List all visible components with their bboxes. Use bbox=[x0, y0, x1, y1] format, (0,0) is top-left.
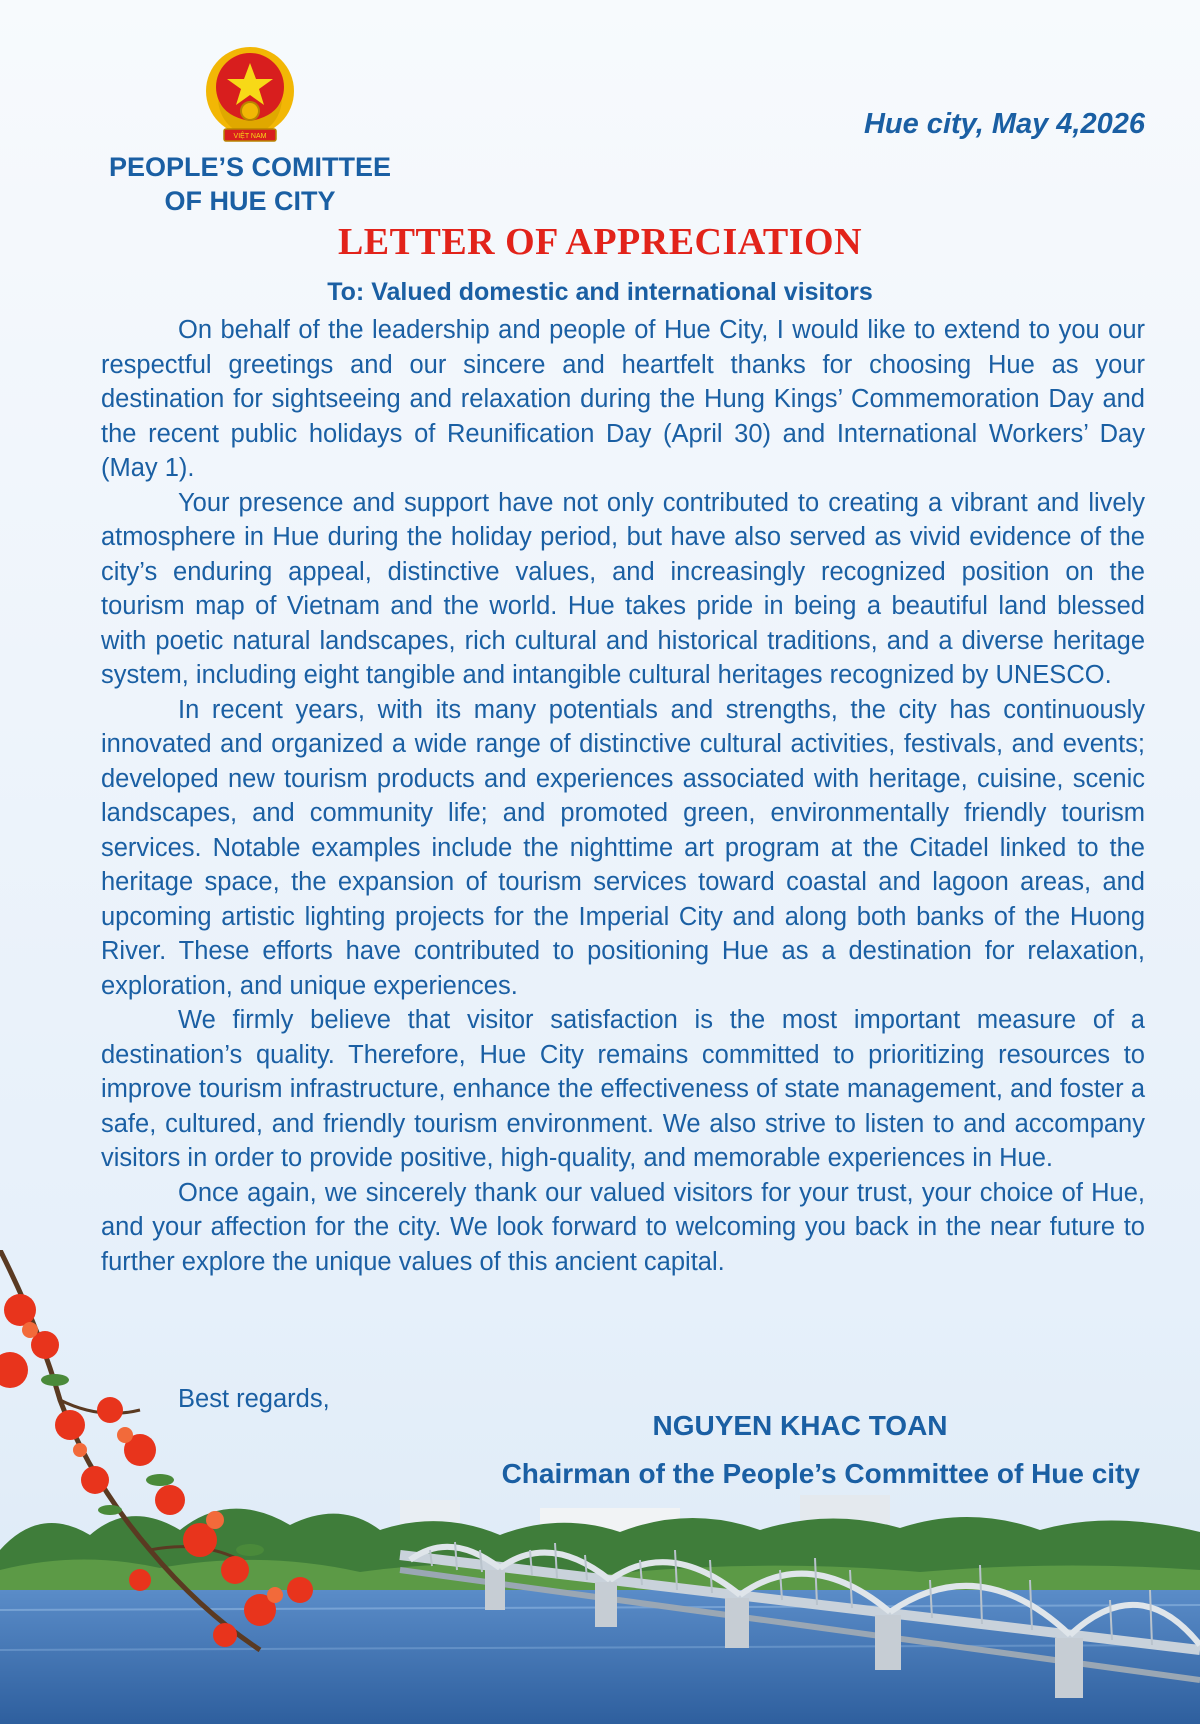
emblem-text: VIỆT NAM bbox=[233, 133, 267, 140]
paragraph-5: Once again, we sincerely thank our valued visitors for your trust, your choice of Hue, and your affection for the city. We look forward to welcoming you back in the near future to further explore the unique values of this ancient capital. bbox=[101, 1178, 1145, 1276]
paragraph-3: In recent years, with its many potentials and strengths, the city has continuously innovated and organized a wide range of distinctive cultural activities, festivals, and events; developed new tourism products and experiences associated with heritage, cuisine, scenic landscapes, and community life; and promoted green, environmentally friendly tourism services. Notable examples include the nighttime art program at the Citadel linked to the heritage space, the expansion of tourism services toward coastal and lagoon areas, and upcoming artistic lighting projects for the Imperial City and along both banks of the Huong River. These efforts have contributed to positioning Hue as a destination for relaxation, exploration, and unique experiences. bbox=[101, 695, 1145, 1000]
letter-title: LETTER OF APPRECIATION bbox=[337, 221, 863, 263]
signer-title: Chairman of the People’s Committee of Hue city bbox=[501, 1458, 1140, 1489]
org-line-1: PEOPLE’S COMITTEE bbox=[108, 152, 392, 182]
paragraph-1: On behalf of the leadership and people of Hue City, I would like to extend to you our respectful greetings and our sincere and heartfelt thanks for choosing Hue as your destination for sightseeing and relaxation during the Hung Kings’ Commemoration Day and the recent public holidays of Reunification Day (April 30) and International Workers’ Day (May 1). bbox=[101, 316, 1145, 482]
signer-name: NGUYEN KHAC TOAN bbox=[652, 1410, 948, 1441]
letter-body bbox=[101, 313, 1145, 1279]
org-line-2: OF HUE CITY bbox=[164, 186, 336, 216]
national-emblem-icon bbox=[200, 45, 300, 145]
letter-date: Hue city, May 4,2026 bbox=[863, 108, 1145, 140]
paragraph-2: Your presence and support have not only contributed to creating a vibrant and lively atmosphere in Hue during the holiday period, but have also served as vivid evidence of the city’s enduring appeal, distinctive values, and increasingly recognized position on the tourism map of Vietnam and the world. Hue takes pride in being a beautiful land blessed with poetic natural landscapes, rich cultural and historical traditions, and a diverse heritage system, including eight tangible and intangible cultural heritages recognized by UNESCO. bbox=[101, 488, 1145, 689]
closing-phrase: Best regards, bbox=[178, 1385, 330, 1413]
issuing-organization bbox=[80, 150, 420, 218]
letter-recipient: To: Valued domestic and international visitors bbox=[327, 278, 873, 306]
paragraph-4: We firmly believe that visitor satisfaction is the most important measure of a destination’s quality. Therefore, Hue City remains committed to prioritizing resources to improve tourism infrastructure, enhance the effectiveness of state management, and foster a safe, cultured, and friendly tourism environment. We also strive to listen to and accompany visitors in order to provide positive, high-quality, and memorable experiences in Hue. bbox=[101, 1006, 1145, 1172]
